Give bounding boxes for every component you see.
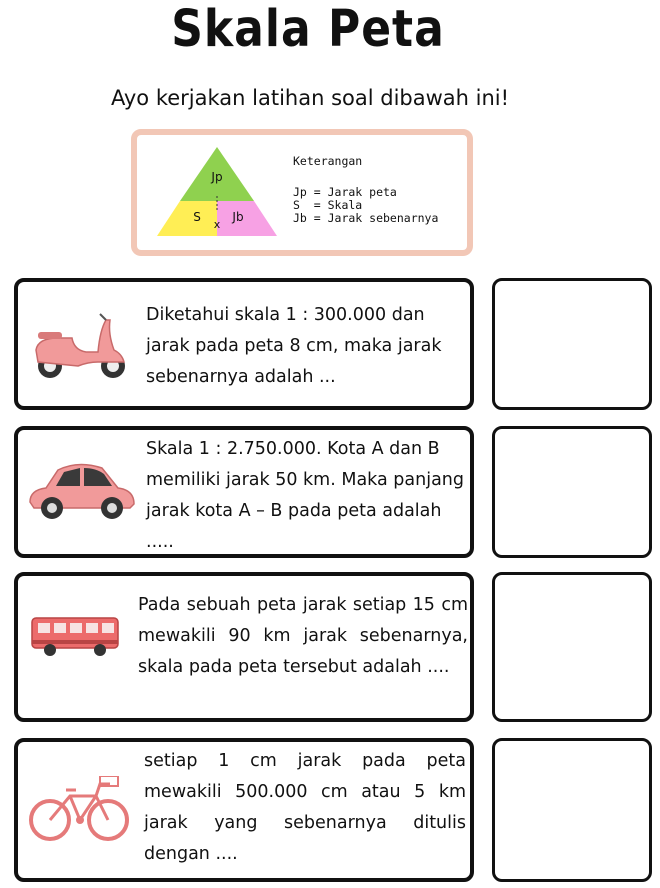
formula-legend xyxy=(131,129,473,256)
car-icon xyxy=(26,460,138,522)
answer-box-2[interactable] xyxy=(492,426,652,558)
triangle-jb: Jb xyxy=(232,210,244,224)
question-card-1 xyxy=(14,278,474,410)
question-text-3: Pada sebuah peta jarak setiap 15 cm mewakili 90 km jarak sebenarnya, skala pada peta tersebut adalah .... xyxy=(138,595,468,677)
answer-box-4[interactable] xyxy=(492,738,652,882)
question-card-4 xyxy=(14,738,474,882)
answer-box-3[interactable] xyxy=(492,572,652,722)
scooter-icon xyxy=(28,310,132,382)
question-text-2: Skala 1 : 2.750.000. Kota A dan B memiliki jarak 50 km. Maka panjang jarak kota A – B pada peta adalah ..... xyxy=(146,439,464,552)
legend-item-s: S = Skala xyxy=(293,198,363,212)
triangle-x: x xyxy=(213,218,221,231)
legend-item-jp: Jp = Jarak peta xyxy=(293,185,397,199)
formula-triangle-icon xyxy=(147,141,287,237)
question-text-1: Diketahui skala 1 : 300.000 dan jarak pada peta 8 cm, maka jarak sebenarnya adalah ... xyxy=(146,305,442,387)
question-card-2 xyxy=(14,426,474,558)
legend-item-jb: Jb = Jarak sebenarnya xyxy=(293,211,439,225)
triangle-jp: Jp xyxy=(211,170,223,184)
answer-box-1[interactable] xyxy=(492,278,652,410)
question-text-4: setiap 1 cm jarak pada peta mewakili 500.000 cm atau 5 km jarak yang sebenarnya ditulis dengan .... xyxy=(144,751,466,864)
legend-text xyxy=(293,155,438,225)
instruction-text: Ayo kerjakan latihan soal dibawah ini! xyxy=(110,86,510,110)
page-title: Skala Peta xyxy=(171,0,445,59)
bus-icon xyxy=(28,614,122,662)
triangle-s: S xyxy=(193,210,201,224)
legend-heading: Keterangan xyxy=(293,154,363,168)
bicycle-icon xyxy=(26,776,130,842)
question-card-3 xyxy=(14,572,474,722)
